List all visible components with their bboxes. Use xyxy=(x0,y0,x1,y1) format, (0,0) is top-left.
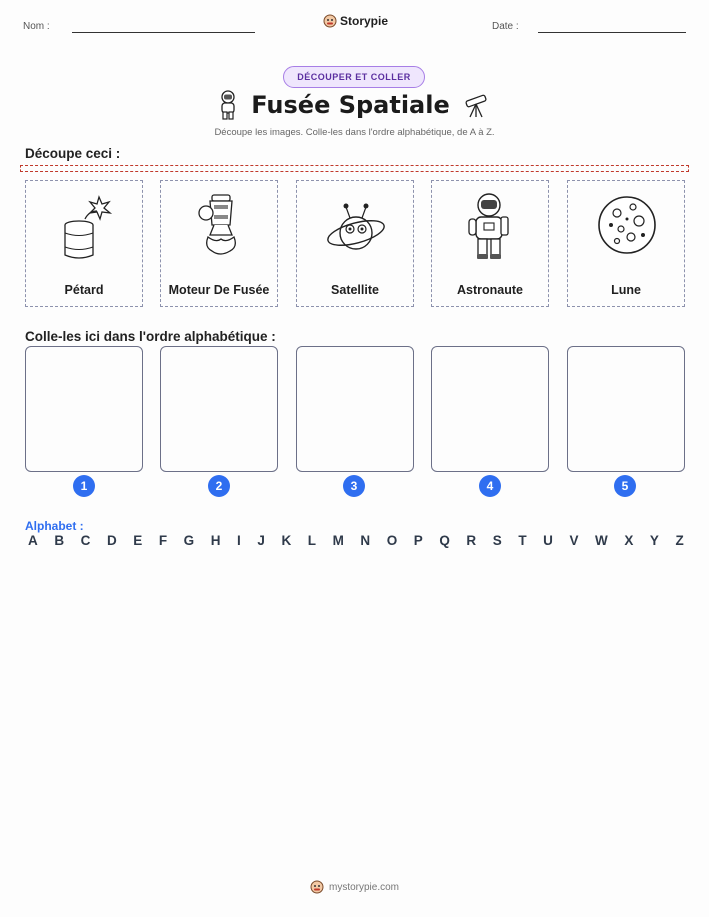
alphabet-letter: L xyxy=(307,533,316,548)
paste-box-5[interactable] xyxy=(567,346,685,472)
alphabet-letter: O xyxy=(386,533,398,548)
name-label: Nom : xyxy=(23,21,50,32)
alphabet-letter: U xyxy=(543,533,553,548)
brand-logo xyxy=(323,14,388,28)
alphabet-letter: K xyxy=(281,533,292,548)
alphabet-letter: R xyxy=(466,533,477,548)
alphabet-letter: G xyxy=(183,533,195,548)
brand-name: Storypie xyxy=(340,14,389,28)
astronaut-icon xyxy=(461,191,521,263)
satellite-icon xyxy=(326,191,386,263)
activity-badge: DÉCOUPER ET COLLER xyxy=(283,66,425,88)
alphabet-letter: N xyxy=(360,533,371,548)
alphabet-letter: X xyxy=(624,533,634,548)
number-badge-4: 4 xyxy=(479,475,501,497)
cut-card-astronaute[interactable] xyxy=(431,180,549,307)
paste-box-1[interactable] xyxy=(25,346,143,472)
date-line[interactable] xyxy=(538,32,686,33)
astronaut-small-icon xyxy=(217,90,239,120)
name-line[interactable] xyxy=(72,32,255,33)
firecracker-icon xyxy=(55,191,115,263)
moon-icon xyxy=(597,191,657,263)
alphabet-letter: W xyxy=(595,533,608,548)
instructions: Découpe les images. Colle-les dans l'ordre alphabétique, de A à Z. xyxy=(214,127,495,138)
cut-heading: Découpe ceci : xyxy=(25,146,121,161)
footer-url[interactable]: mystorypie.com xyxy=(328,881,399,893)
alphabet-letter: M xyxy=(332,533,344,548)
paste-box-4[interactable] xyxy=(431,346,549,472)
rocket-engine-icon xyxy=(190,191,250,263)
card-label: Lune xyxy=(611,283,641,297)
telescope-icon xyxy=(462,92,492,118)
alphabet-letter: Q xyxy=(439,533,450,548)
title-row xyxy=(0,90,709,120)
alphabet-letter: I xyxy=(237,533,241,548)
number-badge-3: 3 xyxy=(343,475,365,497)
date-label: Date : xyxy=(492,21,519,32)
paste-box-2[interactable] xyxy=(160,346,278,472)
page-title: Fusée Spatiale xyxy=(251,91,450,119)
number-badge-5: 5 xyxy=(614,475,636,497)
card-label: Satellite xyxy=(331,283,379,297)
alphabet-letter: J xyxy=(257,533,265,548)
alphabet-letter: Y xyxy=(649,533,659,548)
card-label: Moteur De Fusée xyxy=(168,283,270,297)
alphabet-letter: H xyxy=(210,533,221,548)
storypie-logo-icon xyxy=(323,14,337,28)
cut-card-lune[interactable] xyxy=(567,180,685,307)
alphabet-letter: V xyxy=(569,533,579,548)
card-label: Pétard xyxy=(64,283,104,297)
cut-line xyxy=(20,165,689,172)
alphabet-letter: E xyxy=(133,533,143,548)
alphabet-letter: Z xyxy=(675,533,684,548)
paste-heading: Colle-les ici dans l'ordre alphabétique : xyxy=(25,329,276,344)
alphabet-letter: D xyxy=(106,533,117,548)
alphabet-letter: B xyxy=(54,533,65,548)
alphabet-letter: A xyxy=(28,533,38,548)
alphabet-title: Alphabet : xyxy=(25,519,84,533)
alphabet-letter: C xyxy=(80,533,91,548)
alphabet-row xyxy=(28,533,684,548)
alphabet-letter: T xyxy=(518,533,527,548)
card-label: Astronaute xyxy=(457,283,523,297)
alphabet-letter: S xyxy=(492,533,502,548)
paste-box-3[interactable] xyxy=(296,346,414,472)
cut-card-moteur-de-fusee[interactable] xyxy=(160,180,278,307)
cut-card-petard[interactable] xyxy=(25,180,143,307)
alphabet-letter: F xyxy=(158,533,168,548)
number-badge-1: 1 xyxy=(73,475,95,497)
storypie-logo-icon xyxy=(310,880,324,894)
footer xyxy=(0,880,709,894)
cut-card-satellite[interactable] xyxy=(296,180,414,307)
alphabet-letter: P xyxy=(413,533,423,548)
number-badge-2: 2 xyxy=(208,475,230,497)
